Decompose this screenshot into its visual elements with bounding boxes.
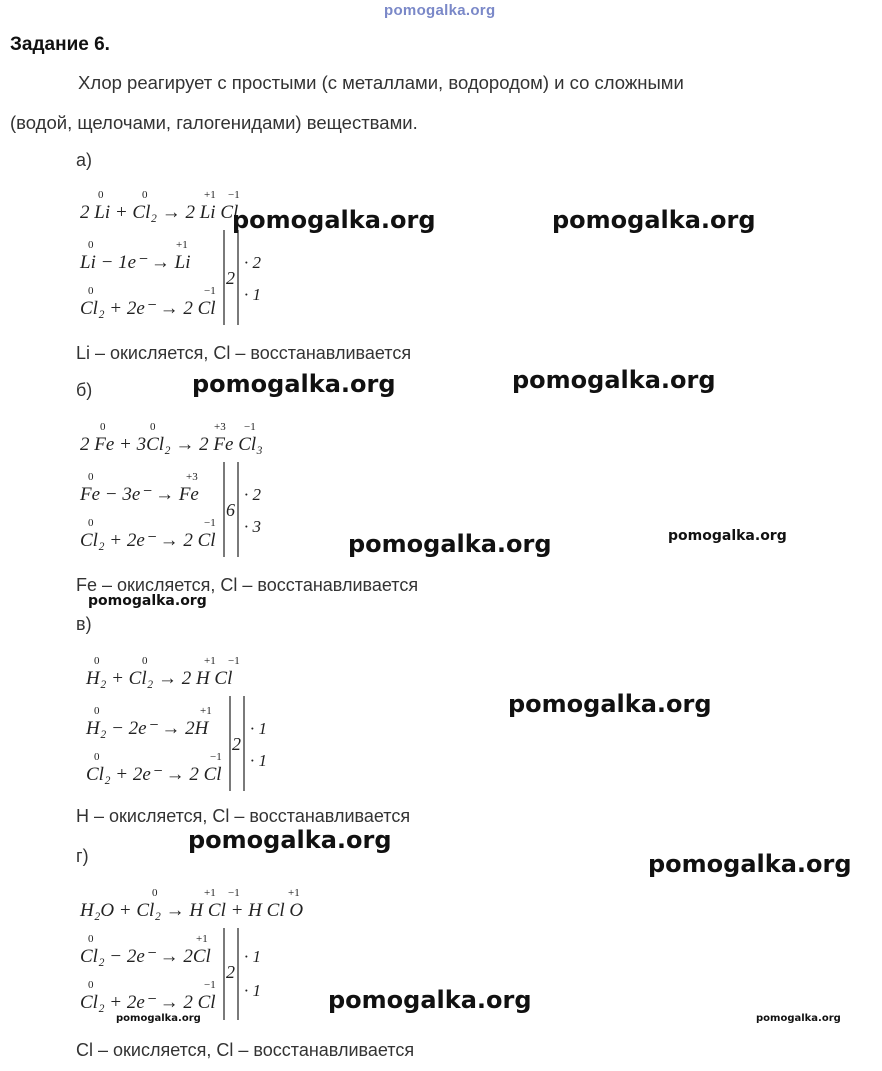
watermark: pomogalka.org [756,1013,841,1024]
coef-d-1: · 1 [244,947,261,966]
eq-b-half2: Cl₂ + 2e⁻ → 2 Cl [80,530,216,551]
watermark: pomogalka.org [648,850,852,878]
eq-d-main: H₂O + Cl₂ → H Cl + H Cl O [80,900,304,921]
ox-b-fe: 0 [100,421,106,433]
eq-d-half1: Cl₂ − 2e⁻ → 2Cl [80,946,211,967]
watermark: pomogalka.org [668,528,787,544]
watermark: pomogalka.org [188,826,392,854]
coef-a-2: · 1 [244,285,261,304]
ox-c-half1-0: 0 [94,705,100,717]
ox-c-cl2: 0 [142,655,148,667]
eq-a-half2: Cl₂ + 2e⁻ → 2 Cl [80,298,216,319]
coef-b-1: · 2 [244,485,261,504]
eq-c-main: H₂ + Cl₂ → 2 H Cl [86,668,233,689]
ox-a-cl-minus: −1 [228,189,240,201]
coef-c-1: · 1 [250,719,267,738]
coef-c-2: · 1 [250,751,267,770]
section-a-conclusion: Li – окисляется, Cl – восстанавливается [76,343,412,363]
section-a-equations [70,180,280,330]
section-d-equations [70,878,340,1028]
ox-b-half1-plus: +3 [186,471,198,483]
ox-a-half1-0: 0 [88,239,94,251]
section-c-equations [76,646,286,796]
ox-a-half1-plus: +1 [176,239,188,251]
ox-d-half1-0: 0 [88,933,94,945]
ox-c-half2-0: 0 [94,751,100,763]
eq-d-half2: Cl₂ + 2e⁻ → 2 Cl [80,992,216,1013]
ox-d-cl-plus: +1 [288,887,300,899]
ox-a-li: 0 [98,189,104,201]
ox-d-cl-minus: −1 [228,887,240,899]
ox-c-half2-minus: −1 [210,751,222,763]
watermark: pomogalka.org [328,986,532,1014]
eq-a-main: 2 Li + Cl₂ → 2 Li Cl [80,202,239,223]
coef-b-2: · 3 [244,517,261,536]
ox-c-cl-minus: −1 [228,655,240,667]
ox-d-cl2: 0 [152,887,158,899]
ox-b-half1-0: 0 [88,471,94,483]
ox-b-half2-0: 0 [88,517,94,529]
watermark: pomogalka.org [232,206,436,234]
watermark: pomogalka.org [552,206,756,234]
lcm-d: 2 [226,962,235,982]
eq-a-half1: Li − 1e⁻ → Li [80,252,191,273]
ox-a-li-plus: +1 [204,189,216,201]
ox-a-half2-minus: −1 [204,285,216,297]
section-b-label: б) [76,380,93,400]
watermark: pomogalka.org [508,690,712,718]
task-title: Задание 6. [10,34,110,55]
lcm-c: 2 [232,734,241,754]
ox-b-half2-minus: −1 [204,517,216,529]
ox-c-h2: 0 [94,655,100,667]
section-a-label: а) [76,150,93,170]
ox-b-fe-plus: +3 [214,421,226,433]
coef-d-2: · 1 [244,981,261,1000]
eq-c-half2: Cl₂ + 2e⁻ → 2 Cl [86,764,222,785]
intro-line-2: (водой, щелочами, галогенидами) веществами. [10,112,418,133]
eq-c-half1: H₂ − 2e⁻ → 2H [86,718,209,739]
ox-b-cl-minus: −1 [244,421,256,433]
watermark: pomogalka.org [512,366,716,394]
watermark: pomogalka.org [116,1013,201,1024]
section-b-equations [70,412,290,562]
watermark: pomogalka.org [348,530,552,558]
site-header-link[interactable]: pomogalka.org [384,2,496,19]
ox-c-h-plus: +1 [204,655,216,667]
eq-b-main: 2 Fe + 3Cl₂ → 2 Fe Cl₃ [80,434,263,455]
section-d-conclusion: Cl – окисляется, Cl – восстанавливается [76,1040,415,1060]
section-d-label: г) [76,846,89,866]
section-b-conclusion: Fe – окисляется, Cl – восстанавливается [76,575,419,595]
ox-d-half2-0: 0 [88,979,94,991]
lcm-b: 6 [226,500,235,520]
coef-a-1: · 2 [244,253,261,272]
ox-d-half1-plus: +1 [196,933,208,945]
ox-d-half2-minus: −1 [204,979,216,991]
lcm-a: 2 [226,268,235,288]
ox-d-h-plus: +1 [204,887,216,899]
ox-a-half2-0: 0 [88,285,94,297]
eq-b-half1: Fe − 3e⁻ → Fe [80,484,199,505]
watermark: pomogalka.org [88,593,207,609]
ox-b-cl2: 0 [150,421,156,433]
watermark: pomogalka.org [192,370,396,398]
ox-c-half1-plus: +1 [200,705,212,717]
ox-a-cl2: 0 [142,189,148,201]
intro-line-1: Хлор реагирует с простыми (с металлами, водородом) и со сложными [78,72,684,93]
section-c-label: в) [76,614,92,634]
section-c-conclusion: H – окисляется, Cl – восстанавливается [76,806,411,826]
